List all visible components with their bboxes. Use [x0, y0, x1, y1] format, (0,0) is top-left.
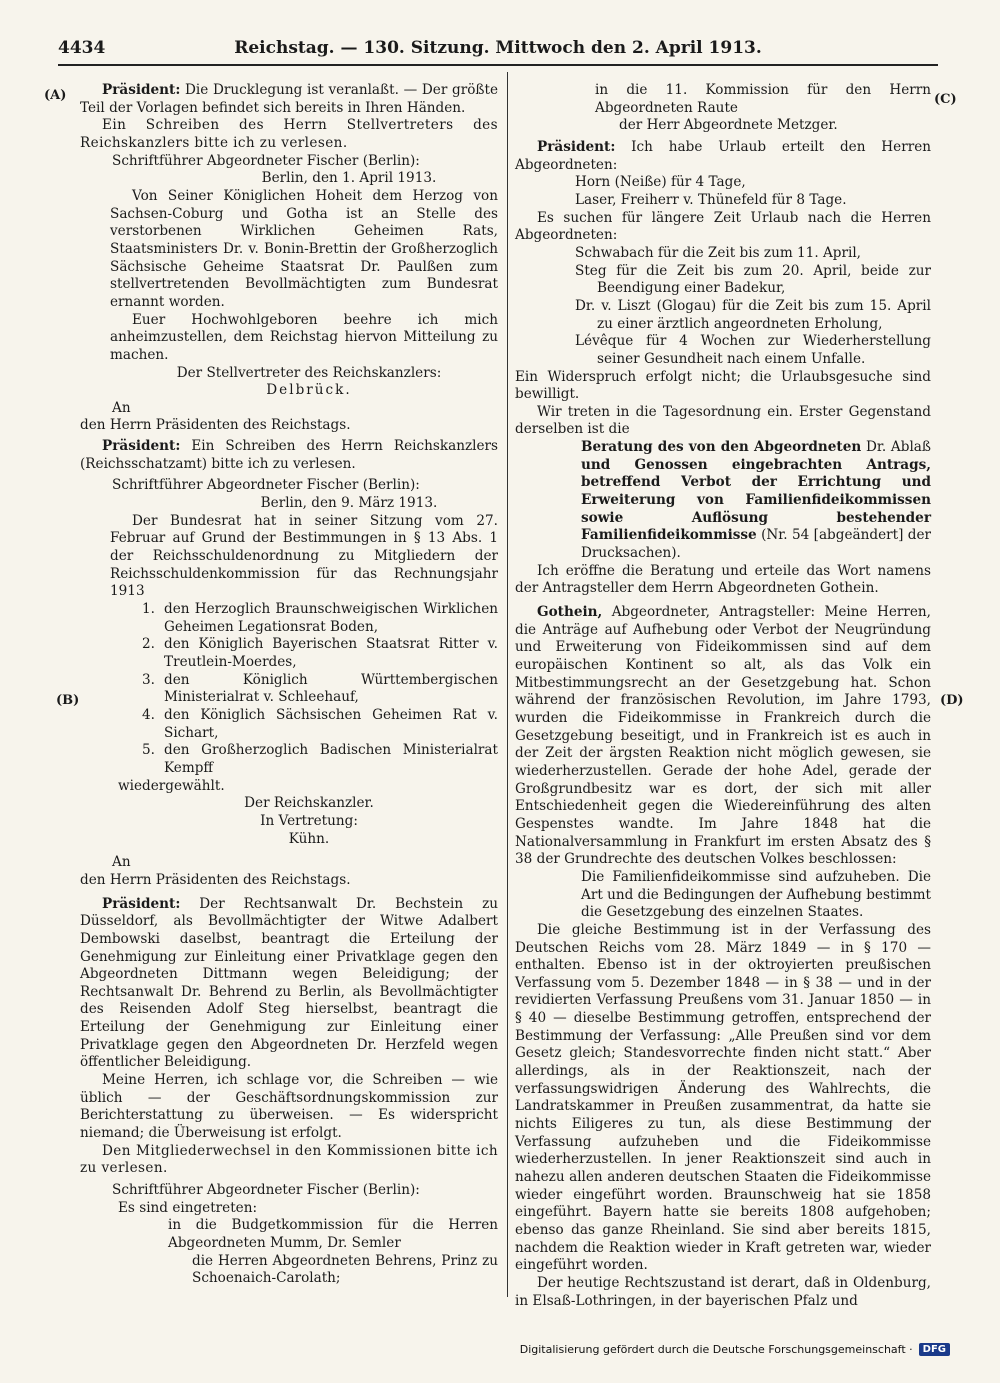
speaker-name: Präsident: [102, 895, 181, 912]
left-column [80, 82, 498, 1288]
paragraph: Präsident: Der Rechtsanwalt Dr. Bechstein zu Düsseldorf, als Bevollmächtigter der Witwe Adalbert Dembowski daselbst, beantragt die Erteilung der Genehmigung zur Einleitung einer Privatklage gegen den Abgeordneten Dittmann wegen Beleidigung; der Rechtsanwalt Dr. Behrend zu Berlin, als Bevollmächtigter des Reisenden Adolf Steg hierselbst, beantragt die Erteilung der Genehmigung zur Einleitung einer Privatklage gegen den Abgeordneten Dr. Herzfeld wegen öffentlicher Beleidigung. [80, 895, 498, 1071]
page-number: 4434 [58, 38, 106, 58]
paragraph: die Herren Abgeordneten Behrens, Prinz zu Schoenaich-Carolath; [192, 1252, 498, 1287]
running-head: Reichstag. — 130. Sitzung. Mittwoch den 2. April 1913. [234, 38, 762, 58]
list-item: 1. den Herzoglich Braunschweigischen Wirklichen Geheimen Legationsrat Boden, [142, 601, 498, 635]
leave-entry: Steg für die Zeit bis zum 20. April, beide zur Beendigung einer Badekur, [575, 262, 931, 297]
list-item: 5. den Großherzoglich Badischen Ministerialrat Kempff [142, 742, 498, 776]
paragraph: Schriftführer Abgeordneter Fischer (Berlin): [112, 152, 420, 169]
paragraph: Es sind eingetreten: [118, 1199, 258, 1216]
margin-mark-d: (D) [940, 693, 964, 708]
paragraph: in die 11. Kommission für den Herrn Abgeordneten Raute [595, 82, 931, 116]
page-header [58, 34, 938, 66]
paragraph: Die gleiche Bestimmung ist in der Verfassung des Deutschen Reichs vom 28. März 1849 — in § 170 — enthalten. Ebenso ist in der oktroyierten preußischen Verfassung vom 5. Dezember 1848 — in § 38 — und in der revidierten Verfassung Preußens vom 31. Januar 1850 — in § 40 — dieselbe Bestimmung getroffen, entsprechend der Bestimmung der Verfassung: „Alle Preußen sind vor dem Gesetz gleich; Standesvorrechte finden nicht statt.“ Aber allerdings, als in der Reaktionszeit, nach der verfassungswidrigen Änderung des Wahlrechts, die Landratskammer in Preußen zusammentrat, da hatte sie nichts Eiligeres zu tun, als diese Bestimmung der Verfassung aufzuheben und die Fideikommisse wiederherzustellen. In jener Reaktionszeit sind auch in nahezu allen anderen deutschen Staaten die Fideikommisse wieder eingeführt worden. Braunschweig hat sie 1858 eingeführt. Bayern hatte sie bereits 1808 aufgehoben; ebenso das ganze Rheinland. Sie sind aber bereits 1815, nachdem die Reaktion wieder in Kraft getreten war, wieder eingeführt worden. [515, 921, 931, 1274]
paragraph: Es suchen für längere Zeit Urlaub nach die Herren Abgeordneten: [515, 209, 931, 244]
paragraph: Schriftführer Abgeordneter Fischer (Berlin): [112, 1182, 420, 1199]
leave-entry: Horn (Neiße) für 4 Tage, [575, 174, 746, 191]
paragraph: Den Mitgliederwechsel in den Kommissionen bitte ich zu verlesen. [80, 1142, 498, 1177]
paragraph: Schriftführer Abgeordneter Fischer (Berlin): [112, 477, 420, 494]
speaker-name: Präsident: [102, 82, 181, 98]
letter-body: Von Seiner Königlichen Hoheit dem Herzog von Sachsen-Coburg und Gotha ist an Stelle des verstorbenen Wirklichen Geheimen Rats, Staatsministers Dr. v. Bonin-Brettin der Großherzoglich Sächsische Geheime Staatsrat Dr. Paulßen zum stellvertretenden Bevollmächtigten zum Bundesrat ernannt worden. [110, 187, 498, 310]
letter-signature: Der Stellvertreter des Reichskanzlers: [176, 364, 442, 381]
column-rule [507, 72, 508, 1297]
speaker-name: Präsident: [102, 438, 181, 455]
paragraph: Ein Schreiben des Herrn Stellvertreters des Reichskanzlers bitte ich zu verlesen. [80, 117, 498, 151]
funding-note: Digitalisierung gefördert durch die Deutsche Forschungsgemeinschaft · [519, 1343, 913, 1356]
address-line: An [112, 854, 131, 871]
letter-signature: In Vertretung: [260, 812, 358, 829]
paragraph: Der heutige Rechtszustand ist derart, daß in Oldenburg, in Elsaß-Lothringen, in der bayerischen Pfalz und [515, 1274, 931, 1309]
letter-signature: Der Reichskanzler. [244, 795, 374, 812]
list-item: 4. den Königlich Sächsischen Geheimen Rat v. Sichart, [142, 706, 498, 741]
paragraph: in die Budgetkommission für die Herren Abgeordneten Mumm, Dr. Semler [168, 1217, 498, 1251]
leave-entry: Dr. v. Liszt (Glogau) für die Zeit bis zum 15. April zu einer ärztlich angeordneten Erholung, [575, 297, 931, 332]
margin-mark-c: (C) [934, 92, 957, 107]
member-list [80, 601, 498, 778]
address-line: den Herrn Präsidenten des Reichstags. [80, 871, 351, 888]
right-column [515, 82, 931, 1310]
address-line: den Herrn Präsidenten des Reichstags. [80, 417, 351, 434]
leave-entry: Laser, Freiherr v. Thünefeld für 8 Tage. [575, 191, 847, 208]
paragraph: Ein Widerspruch erfolgt nicht; die Urlaubsgesuche sind bewilligt. [515, 368, 931, 403]
paragraph: Präsident: Ich habe Urlaub erteilt den Herren Abgeordneten: [515, 138, 931, 173]
speaker-name: Präsident: [537, 138, 616, 155]
paragraph: der Herr Abgeordnete Metzger. [619, 117, 838, 134]
leave-entry: Schwabach für die Zeit bis zum 11. April, [575, 244, 862, 261]
letter-date: Berlin, den 9. März 1913. [260, 495, 438, 512]
letter-body: Der Bundesrat hat in seiner Sitzung vom 27. Februar auf Grund der Bestimmungen in § 13 Abs. 1 der Reichsschuldenordnung zu Mitgliedern der Reichsschuldenkommission für das Rechnungsjahr 1913 [110, 512, 498, 600]
paragraph: Wir treten in die Tagesordnung ein. Erster Gegenstand derselben ist die [515, 403, 931, 438]
paragraph: Präsident: Ein Schreiben des Herrn Reichskanzlers (Reichsschatzamt) bitte ich zu verlesen. [80, 438, 498, 472]
paragraph: Gothein, Abgeordneter, Antragsteller: Meine Herren, die Anträge auf Aufhebung oder Verbot der Neugründung und Erweiterung von Fideikommissen sind auf dem europäischen Kontinent so alt, als das Volk ein Mitbestimmungsrecht an der Gesetzgebung hat. Schon während der französischen Revolution, im Jahre 1793, wurden die Fideikommisse in Frankreich durch die Gesetzgebung beseitigt, und in Frankreich ist es auch in der Zeit der ärgsten Reaktion nicht möglich gewesen, sie wiederherzustellen. Gerade der hohe Adel, gerade der Großgrundbesitz war es dort, der sich mit aller Entschiedenheit gegen die Wiedereinführung des alten Gespenstes wandte. Im Jahre 1848 hat die Nationalversammlung in Frankfurt im ersten Absatz des § 38 der Grundrechte des deutschen Volkes beschlossen: [515, 604, 931, 868]
agenda-item: Beratung des von den Abgeordneten Dr. Ablaß und Genossen eingebrachten Antrags, betreffend Verbot der Errichtung und Erweiterung von Familienfideikommissen sowie Auflösung bestehender Familienfideikommisse (Nr. 54 [abgeändert] der Drucksachen). [581, 439, 931, 562]
list-item: 3. den Königlich Württembergischen Ministerialrat v. Schleehauf, [142, 671, 498, 706]
margin-mark-b: (B) [56, 693, 80, 708]
paragraph: wiedergewählt. [118, 777, 225, 794]
paragraph: Ich eröffne die Beratung und erteile das Wort namens der Antragsteller dem Herrn Abgeordneten Gothein. [515, 562, 931, 597]
paragraph: Meine Herren, ich schlage vor, die Schreiben — wie üblich — der Geschäftsordnungskommission zur Berichterstattung zu überweisen. — Es widerspricht niemand; die Überweisung ist erfolgt. [80, 1072, 498, 1142]
speaker-name: Gothein, [537, 604, 603, 621]
dfg-logo-icon: DFG [919, 1343, 950, 1356]
quotation: Die Familienfideikommisse sind aufzuheben. Die Art und die Bedingungen der Aufhebung bestimmt die Gesetzgebung des einzelnen Staates. [581, 868, 931, 921]
list-item: 2. den Königlich Bayerischen Staatsrat Ritter v. Treutlein-Moerdes, [142, 636, 498, 670]
paragraph: Präsident: Die Drucklegung ist veranlaßt. — Der größte Teil der Vorlagen befindet sich bereits in Ihren Händen. [80, 82, 498, 116]
letter-date: Berlin, den 1. April 1913. [261, 170, 437, 187]
margin-mark-a: (A) [44, 88, 67, 103]
leave-entry: Lévêque für 4 Wochen zur Wiederherstellung seiner Gesundheit nach einem Unfalle. [575, 333, 931, 367]
signatory: Kühn. [288, 830, 330, 847]
footer [520, 1343, 950, 1356]
address-line: An [112, 399, 131, 416]
signatory: Delbrück. [266, 382, 352, 399]
letter-body: Euer Hochwohlgeboren beehre ich mich anheimzustellen, dem Reichstag hiervon Mitteilung zu machen. [110, 311, 498, 363]
